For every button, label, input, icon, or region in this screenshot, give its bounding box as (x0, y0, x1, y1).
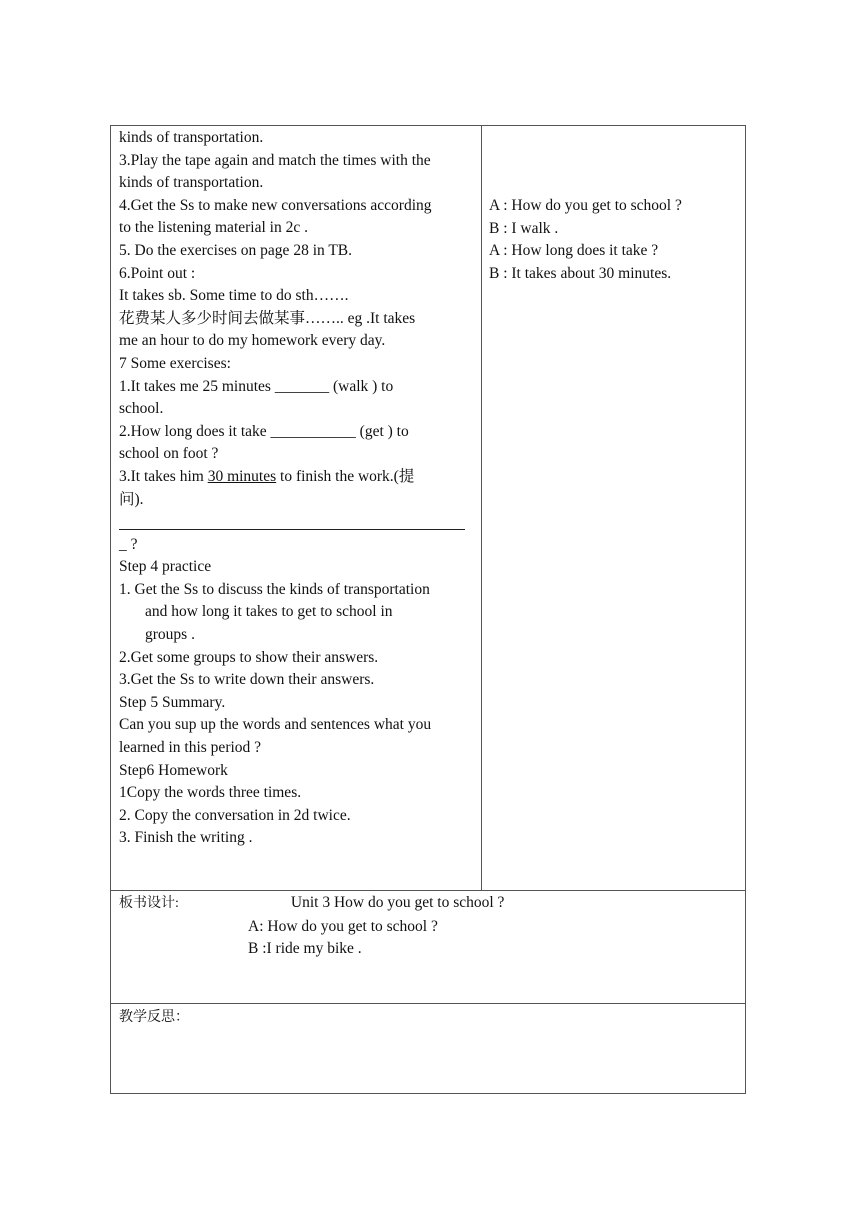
text-line: me an hour to do my homework every day. (119, 332, 386, 350)
answer-blank-line (119, 511, 471, 534)
text-line: 2.How long does it take ___________ (get ) to (119, 422, 409, 440)
exercise-3-underlined: 30 minutes (207, 467, 277, 485)
board-header (119, 892, 739, 916)
procedure-cell (119, 127, 471, 850)
text-line: 5. Do the exercises on page 28 in TB. (119, 241, 353, 259)
column-divider (481, 126, 482, 890)
text-line: Step 5 Summary. (119, 693, 226, 711)
dialogue-cell (489, 195, 739, 285)
exercise-3-suffix: to finish the work.(提 (276, 467, 415, 485)
text-line: 2.Get some groups to show their answers. (119, 648, 379, 666)
dialogue-line: A : How long does it take ? (489, 242, 659, 260)
exercise-3 (119, 466, 471, 489)
text-line: It takes sb. Some time to do sth……. (119, 287, 349, 305)
dialogue-line: B : It takes about 30 minutes. (489, 264, 672, 282)
board-line-b: B :I ride my bike . (248, 940, 362, 958)
reflection-label: 教学反思： (119, 1010, 189, 1025)
text-line: _ ? (119, 535, 138, 553)
text-line: 3.Get the Ss to write down their answers. (119, 671, 375, 689)
text-line: 2. Copy the conversation in 2d twice. (119, 806, 351, 824)
practice-item-cont: groups . (145, 626, 195, 644)
text-line: 1Copy the words three times. (119, 784, 302, 802)
text-line: 4.Get the Ss to make new conversations according (119, 196, 432, 214)
board-label: 板书设计: (119, 896, 179, 911)
board-line-a: A: How do you get to school ? (248, 917, 438, 935)
row-divider (111, 1003, 745, 1004)
text-line: Step 4 practice (119, 558, 212, 576)
text-line: to the listening material in 2c . (119, 219, 308, 237)
board-title: Unit 3 How do you get to school ? (290, 894, 505, 911)
text-line: 3. Finish the writing . (119, 829, 253, 847)
text-line: kinds of transportation. (119, 129, 264, 146)
text-line: 1.It takes me 25 minutes _______ (walk ) to (119, 377, 394, 395)
text-line: 6.Point out : (119, 264, 196, 282)
text-line: 7 Some exercises: (119, 354, 231, 372)
lesson-plan-table (110, 125, 746, 1094)
text-line: 花费某人多少时间去做某事…….. eg .It takes (119, 309, 416, 327)
exercise-3-prefix: 3.It takes him (119, 467, 208, 485)
text-line: 3.Play the tape again and match the times with the (119, 151, 431, 169)
text-line: learned in this period ? (119, 739, 262, 757)
text-line: kinds of transportation. (119, 174, 264, 192)
board-design-cell (119, 892, 739, 961)
text-line: school on foot ? (119, 445, 219, 463)
text-line: Can you sup up the words and sentences what you (119, 716, 432, 734)
dialogue-line: B : I walk . (489, 219, 559, 237)
text-line: 问). (119, 490, 144, 508)
text-line: Step6 Homework (119, 761, 228, 779)
dialogue-line: A : How do you get to school ? (489, 197, 682, 214)
row-divider (111, 890, 745, 891)
practice-item: 1. Get the Ss to discuss the kinds of transportation (119, 580, 430, 598)
practice-item-cont: and how long it takes to get to school in (145, 603, 393, 621)
text-line: school. (119, 400, 164, 418)
